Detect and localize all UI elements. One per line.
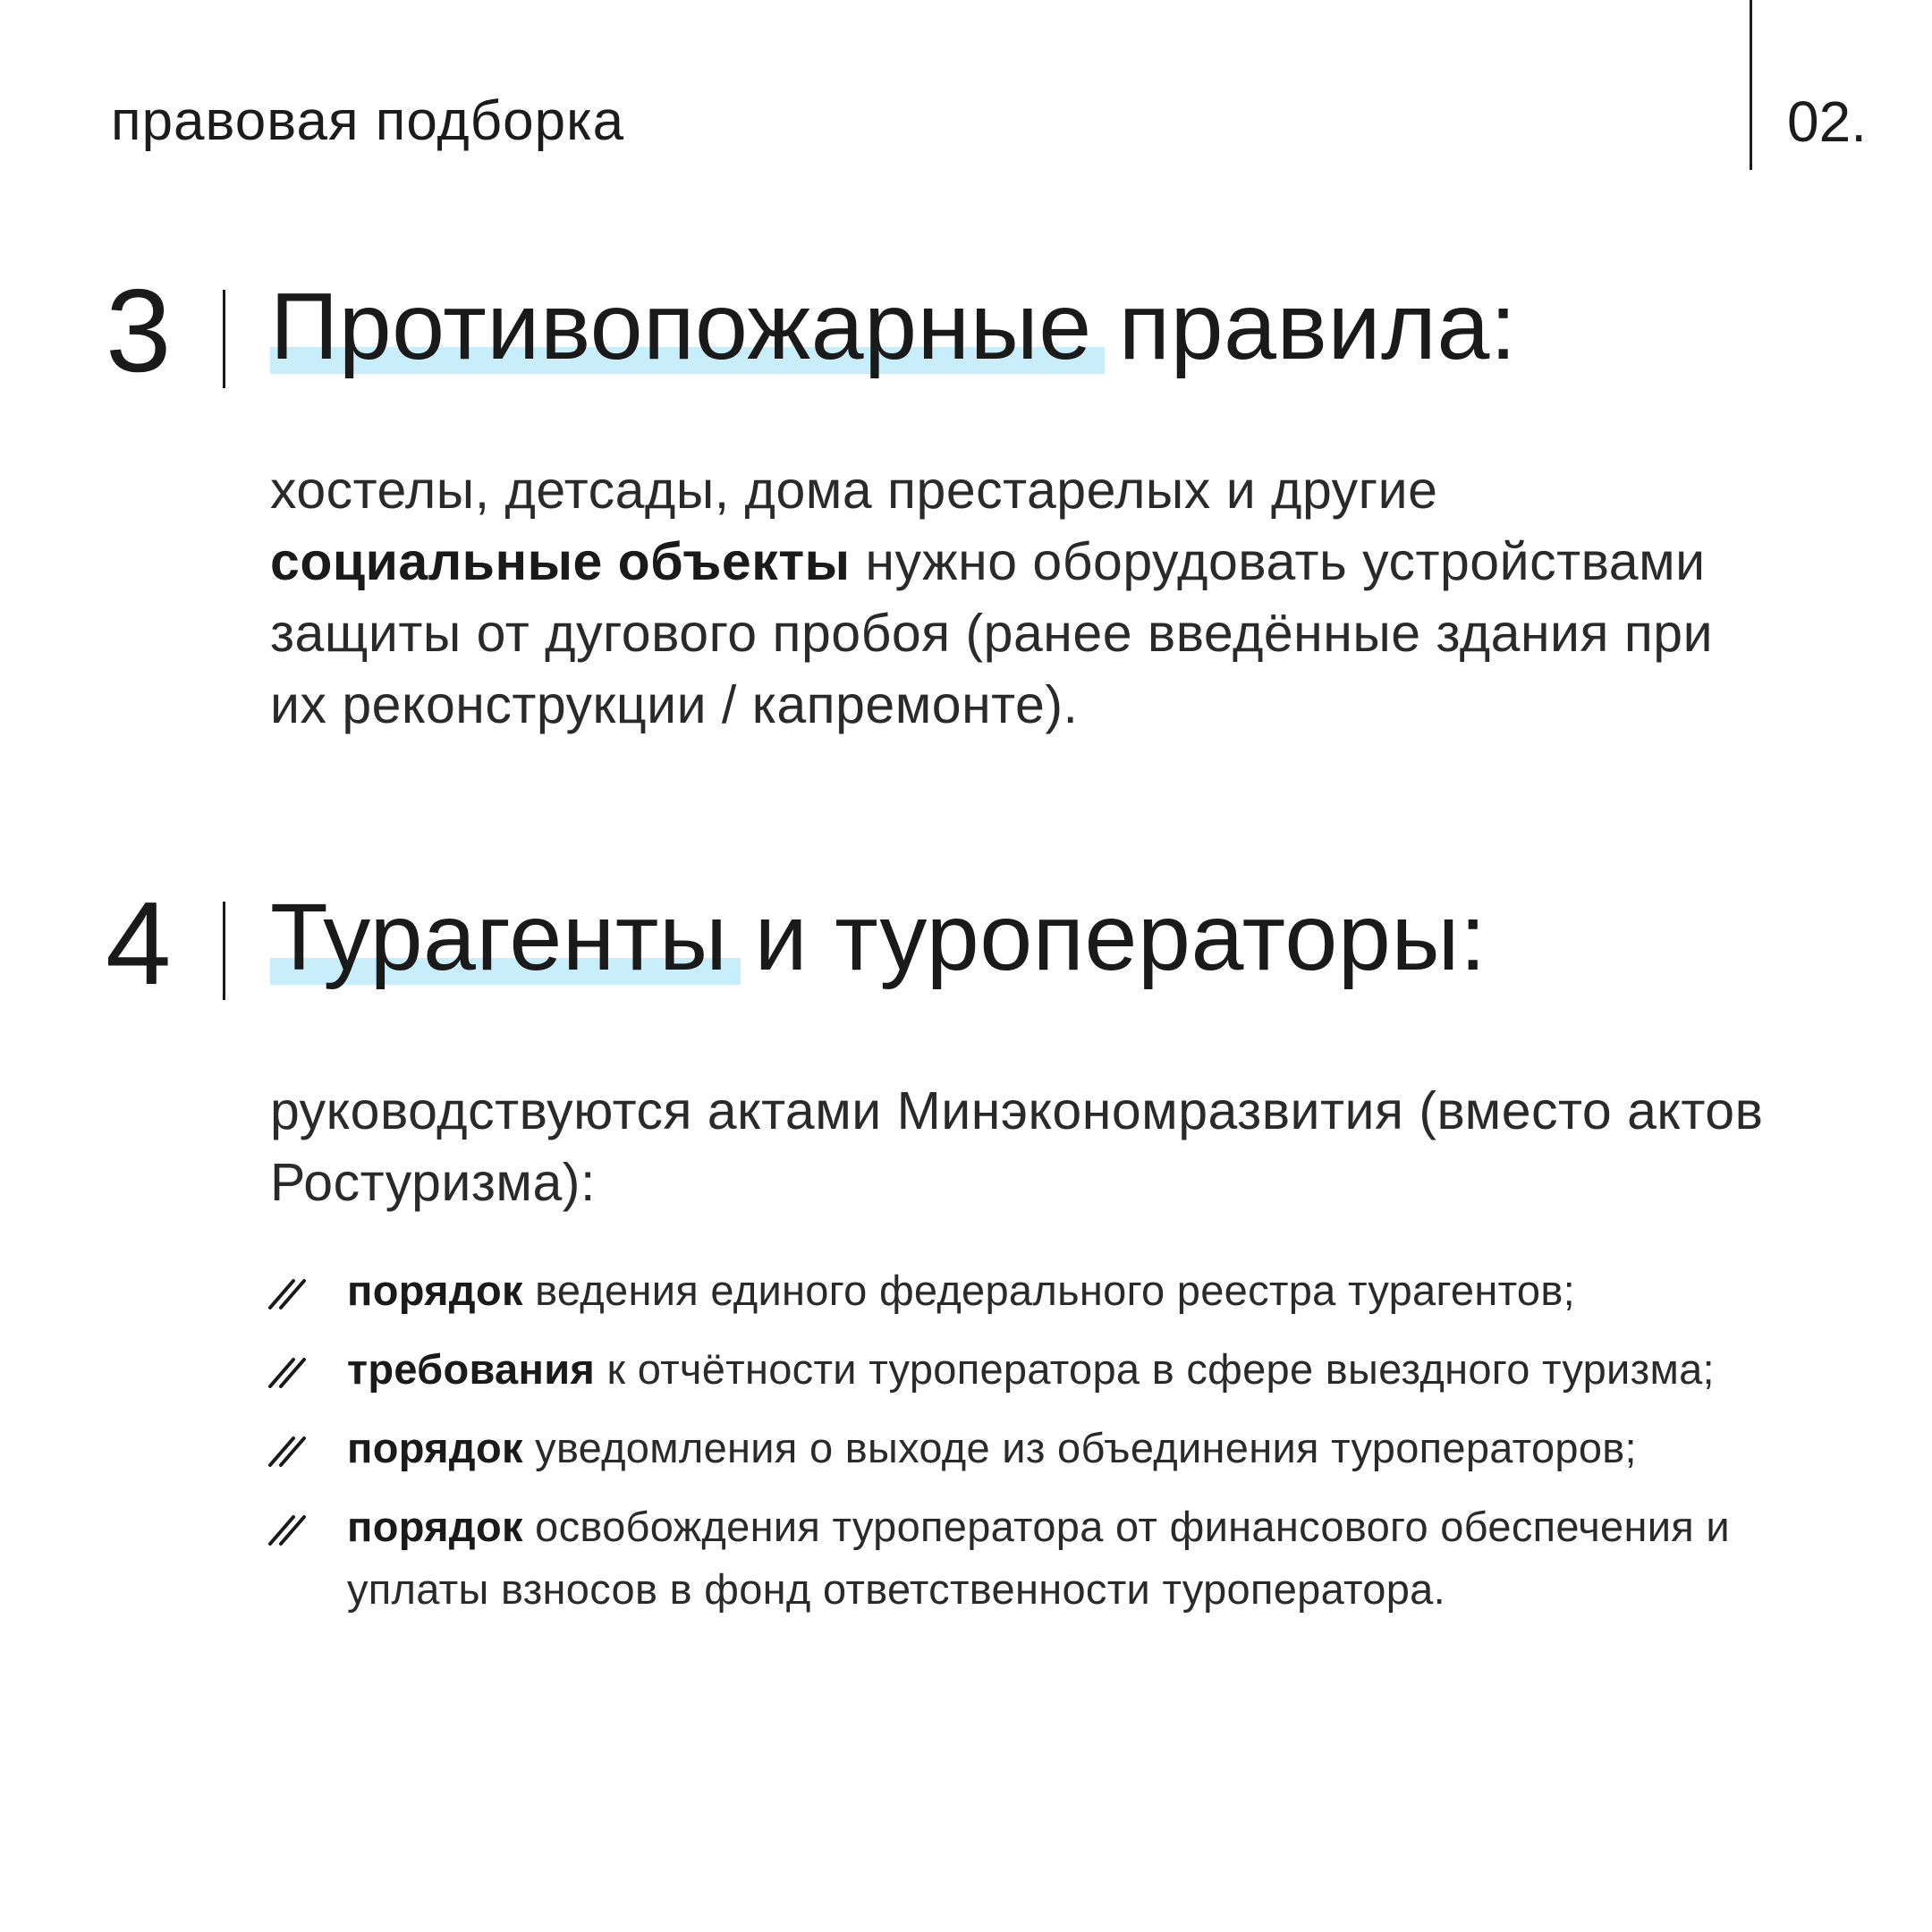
bullet-bold: порядок — [347, 1503, 523, 1550]
section-4-number: 4 — [106, 877, 172, 1009]
bullet-bold: требования — [347, 1345, 596, 1393]
double-slash-icon — [268, 1513, 306, 1546]
list-item — [268, 1417, 1771, 1479]
section-3-title — [270, 268, 1517, 385]
bullet-text: уведомления о выходе из объединения туроператоров; — [522, 1424, 1637, 1471]
section-3-number: 3 — [106, 265, 172, 396]
section-4-paragraph: руководствуются актами Минэкономразвития (вместо актов Ростуризма): — [270, 1081, 1764, 1212]
list-item — [268, 1338, 1771, 1401]
section-4-title-rest: и туроператоры: — [727, 885, 1487, 990]
list-item — [268, 1496, 1771, 1621]
bullet-text: освобождения туроператора от финансового обеспечения и уплаты взносов в фонд ответственности туроператора. — [347, 1503, 1730, 1613]
section-3-paragraph — [270, 454, 1755, 741]
section-3-paragraph-line1: хостелы, детсады, дома престарелых и другие — [270, 461, 1438, 520]
bullet-text: к отчётности туроператора в сфере выездного туризма; — [595, 1345, 1715, 1393]
section-4-title-highlight: Турагенты — [270, 879, 728, 996]
section-4-bullet-list — [268, 1259, 1771, 1637]
bullet-bold: порядок — [347, 1424, 523, 1471]
section-3-divider — [223, 290, 225, 388]
bullet-bold: порядок — [347, 1267, 523, 1314]
section-3-paragraph-bold: социальные объекты — [270, 532, 851, 591]
double-slash-icon — [268, 1277, 306, 1309]
list-item — [268, 1259, 1771, 1322]
header-divider — [1750, 0, 1752, 170]
double-slash-icon — [268, 1435, 306, 1467]
double-slash-icon — [268, 1356, 306, 1388]
section-4-title — [270, 879, 1487, 996]
section-4-divider — [223, 902, 225, 1000]
bullet-text: ведения единого федерального реестра турагентов; — [522, 1267, 1575, 1314]
header-label: правовая подборка — [111, 90, 625, 152]
section-3-title-highlight: Противопожарные — [270, 268, 1092, 385]
section-3-paragraph-rest: нужно оборудовать устройствами защиты от дугового пробоя (ранее введённые здания при их реконструкции / капремонте). — [270, 532, 1714, 734]
page-number: 02. — [1787, 89, 1867, 154]
section-3-title-rest: правила: — [1091, 274, 1517, 379]
